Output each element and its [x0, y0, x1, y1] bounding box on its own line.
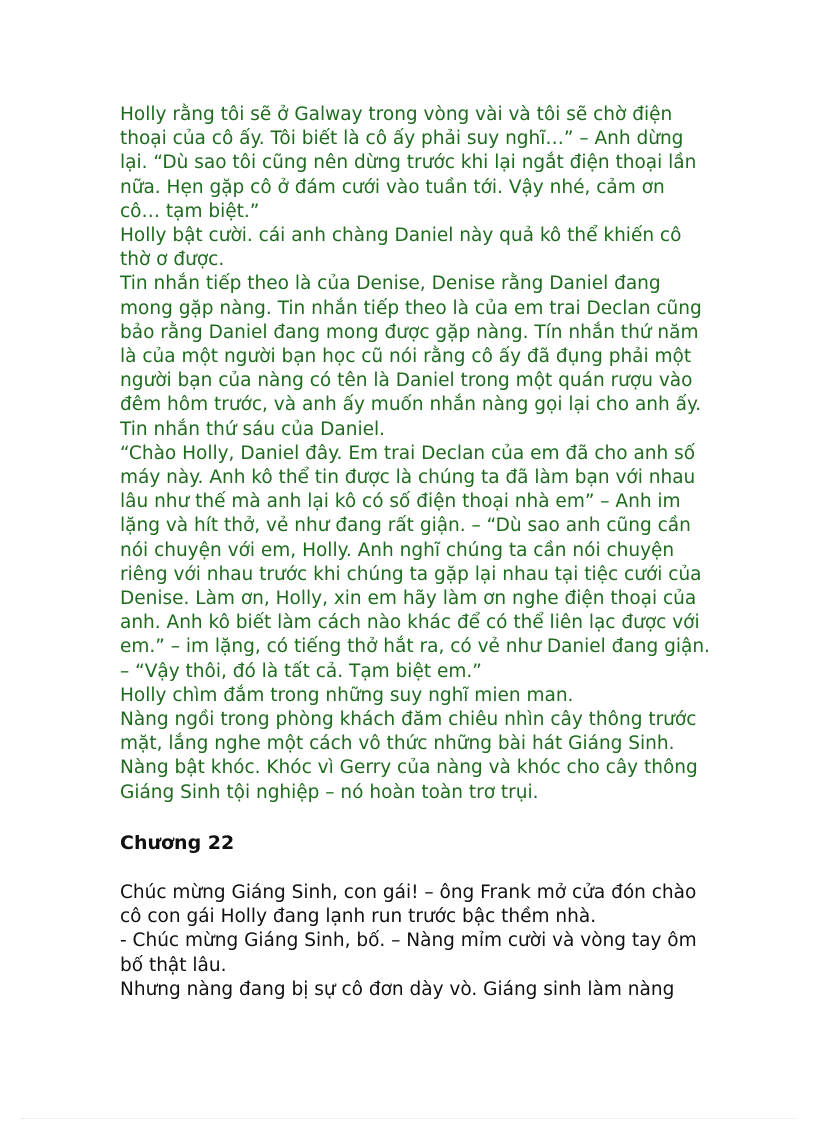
document-page [120, 103, 710, 1002]
chapter-paragraph-2: - Chúc mừng Giáng Sinh, bố. – Nàng mỉm cười và vòng tay ôm bố thật lâu. [120, 930, 697, 976]
paragraph-1: Holly rằng tôi sẽ ở Galway trong vòng vài và tôi sẽ chờ điện thoại của cô ấy. Tôi biết là cô ấy phải suy nghĩ…” – Anh dừng lại. “Dù sao tôi cũng nên dừng trước khi lại ngắt điện thoại lần nữa. Hẹn gặp cô ở đám cưới vào tuần tới. Vậy nhé, cảm ơn cô… tạm biệt.” [120, 104, 697, 222]
paragraph-2: Holly bật cười. cái anh chàng Daniel này quả kô thể khiến cô thờ ơ được. [120, 225, 682, 271]
chapter-title: Chương 22 [120, 831, 235, 854]
page-bottom-divider [20, 1118, 796, 1119]
chapter-paragraph-1: Chúc mừng Giáng Sinh, con gái! – ông Frank mở cửa đón chào cô con gái Holly đang lạnh run trước bậc thềm nhà. [120, 881, 697, 928]
paragraph-3: Tin nhắn tiếp theo là của Denise, Denise rằng Daniel đang mong gặp nàng. Tin nhắn tiếp theo là của em trai Declan cũng bảo rằng Daniel đang mong được gặp nàng. Tín nhắn thứ năm là của một người bạn học cũ nói rằng cô ấy đã đụng phải một người bạn của nàng có tên là Daniel trong một quán rượu vào đêm hôm trước, và anh ấy muốn nhắn nàng gọi lại cho anh ấy. Tin nhắn thứ sáu của Daniel. [120, 273, 702, 440]
chapter-paragraph-3: Nhưng nàng đang bị sự cô đơn dày vò. Giáng sinh làm nàng [120, 978, 675, 1000]
paragraph-4: “Chào Holly, Daniel đây. Em trai Declan của em đã cho anh số máy này. Anh kô thể tin được là chúng ta đã làm bạn với nhau lâu như thế mà anh lại kô có số điện thoại nhà em” – Anh im lặng và hít thở, vẻ như đang rất giận. – “Dù sao anh cũng cần nói chuyện với em, Holly. Anh nghĩ chúng ta cần nói chuyện riêng với nhau trước khi chúng ta gặp lại nhau tại tiệc cưới của Denise. Làm ơn, Holly, xin em hãy làm ơn nghe điện thoại của anh. Anh kô biết làm cách nào khác để có thể liên lạc được với em.” – im lặng, có tiếng thở hắt ra, có vẻ như Daniel đang giận. – “Vậy thôi, đó là tất cả. Tạm biệt em.” [120, 442, 710, 682]
chapter-body [120, 881, 710, 1002]
paragraph-5: Holly chìm đắm trong những suy nghĩ mien man. [120, 684, 574, 706]
paragraph-6: Nàng ngồi trong phòng khách đăm chiêu nhìn cây thông trước mặt, lắng nghe một cách vô thức những bài hát Giáng Sinh. Nàng bật khóc. Khóc vì Gerry của nàng và khóc cho cây thông Giáng Sinh tội nghiệp – nó hoàn toàn trơ trụi. [120, 709, 698, 803]
green-text-block [120, 103, 710, 805]
